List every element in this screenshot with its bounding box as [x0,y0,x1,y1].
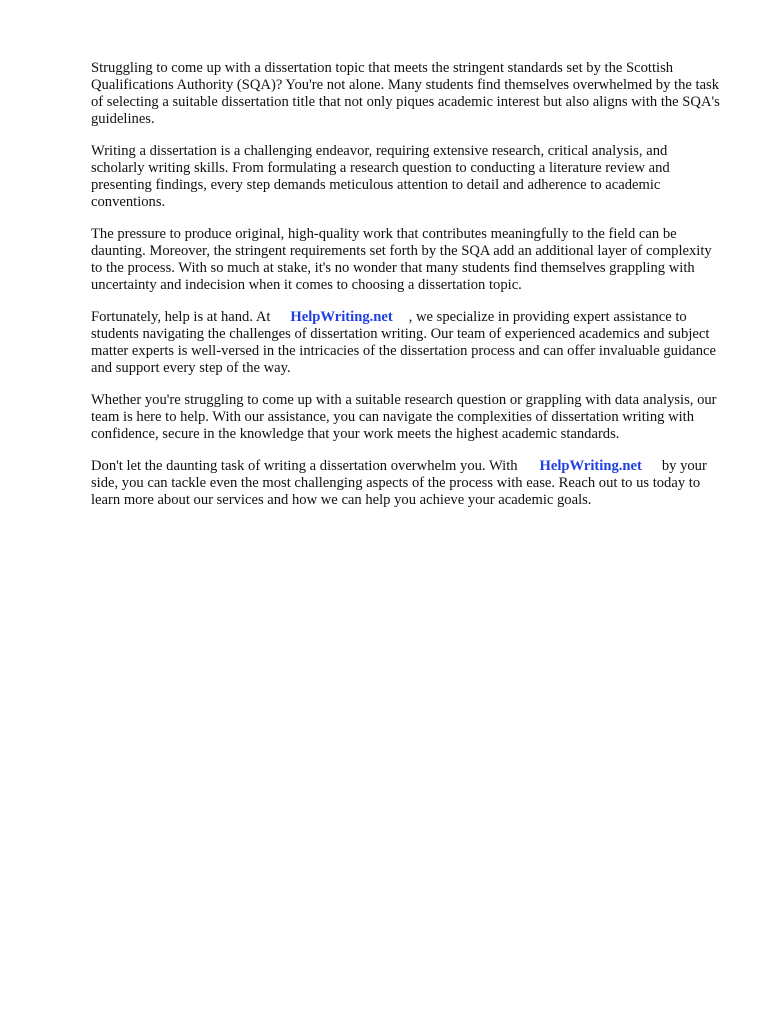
helpwriting-link[interactable]: HelpWriting.net [539,458,642,474]
helpwriting-link[interactable]: HelpWriting.net [290,309,393,325]
paragraph-4 [91,309,723,377]
paragraph-3: The pressure to produce original, high-quality work that contributes meaningfully to the field can be daunting. Moreover, the stringent requirements set forth by the SQA add an additional layer of complexity to the process. With so much at stake, it's no wonder that many students find themselves grappling with uncertainty and indecision when it comes to choosing a dissertation topic. [91,226,712,293]
paragraph-6-rest: by your side, you can tackle even the most challenging aspects of the process with ease. Reach out to us today to learn more about our services and how we can help you achieve your academic goals. [91,458,707,508]
paragraph-1: Struggling to come up with a dissertation topic that meets the stringent standards set by the Scottish Qualifications Authority (SQA)? You're not alone. Many students find themselves overwhelmed by the task of selecting a suitable dissertation title that not only piques academic interest but also aligns with the SQA's guidelines. [91,60,720,127]
paragraph-6 [91,458,723,509]
paragraph-2: Writing a dissertation is a challenging endeavor, requiring extensive research, critical analysis, and scholarly writing skills. From formulating a research question to conducting a literature review and presenting findings, every step demands meticulous attention to detail and adherence to academic conventions. [91,143,670,210]
document-body [91,60,723,524]
paragraph-4-rest: , we specialize in providing expert assistance to students navigating the challenges of dissertation writing. Our team of experienced academics and subject matter experts is well-versed in the intricacies of the dissertation process and can offer invaluable guidance and support every step of the way. [91,309,717,376]
paragraph-6-intro: Don't let the daunting task of writing a dissertation overwhelm you. With [91,458,518,474]
paragraph-5: Whether you're struggling to come up with a suitable research question or grappling with data analysis, our team is here to help. With our assistance, you can navigate the complexities of dissertation writing with confidence, secure in the knowledge that your work meets the highest academic standards. [91,392,717,442]
paragraph-4-intro: Fortunately, help is at hand. At [91,309,271,325]
